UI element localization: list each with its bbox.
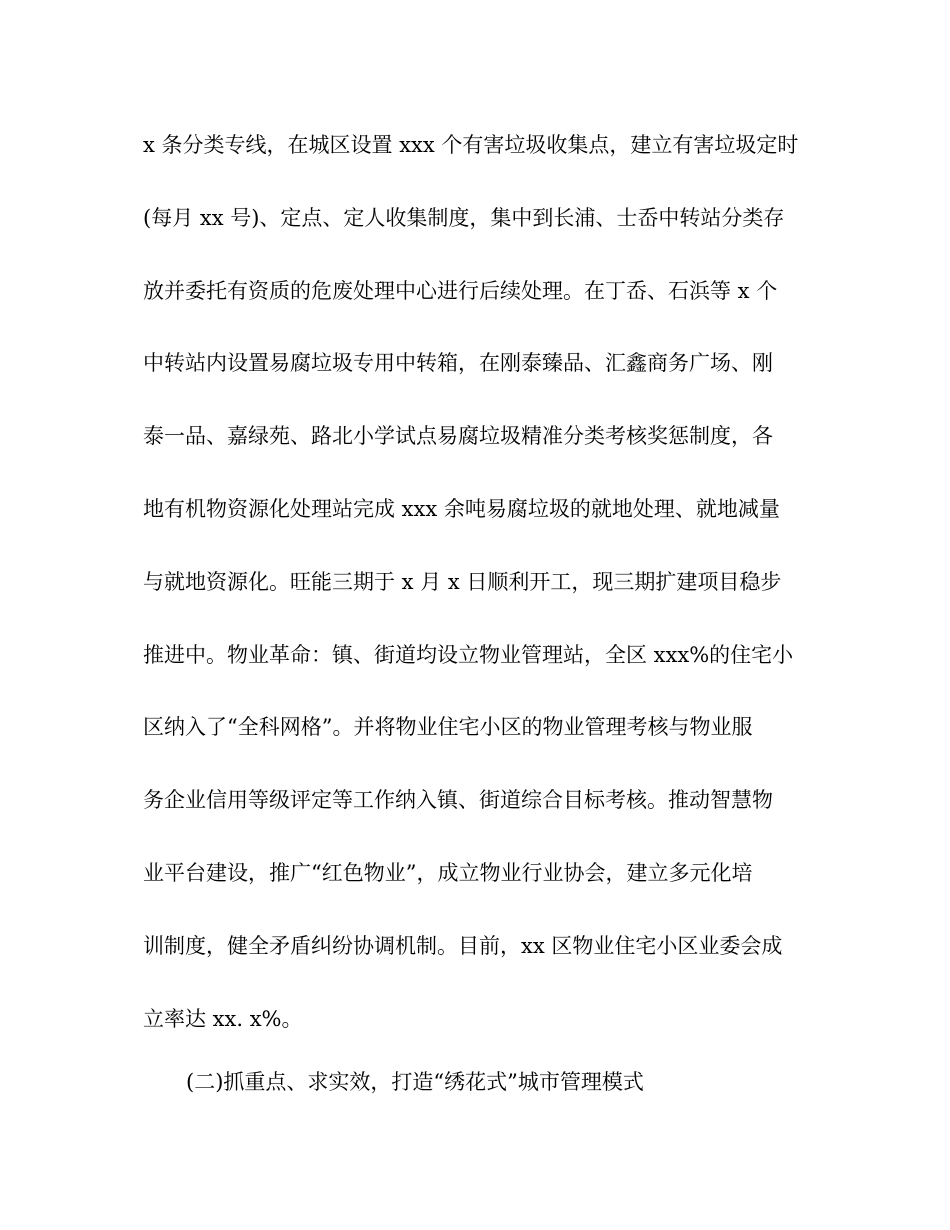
paragraph-line: x 条分类专线，在城区设置 xxx 个有害垃圾收集点，建立有害垃圾定时: [143, 133, 799, 157]
paragraph-line: 放并委托有资质的危废处理中心进行后续处理。在丁岙、石浜等 x 个: [143, 278, 778, 303]
paragraph-line: 与就地资源化。旺能三期于 x 月 x 日顺利开工，现三期扩建项目稳步: [143, 569, 782, 594]
paragraph-line: 推进中。物业革命：镇、街道均设立物业管理站，全区 xxx%的住宅小: [143, 642, 794, 667]
paragraph-line: 地有机物资源化处理站完成 xxx 余吨易腐垃圾的就地处理、就地减量: [143, 496, 780, 521]
paragraph-line: 业平台建设，推广“红色物业”，成立物业行业协会，建立多元化培: [143, 860, 753, 885]
paragraph-line: 务企业信用等级评定等工作纳入镇、街道综合目标考核。推动智慧物: [143, 788, 773, 813]
paragraph-line: 中转站内设置易腐垃圾专用中转箱，在刚泰臻品、汇鑫商务广场、刚: [143, 351, 773, 376]
paragraph-line: 立率达 xx. x%。: [143, 1006, 303, 1031]
paragraph-line: 区纳入了“全科网格”。并将物业住宅小区的物业管理考核与物业服: [143, 715, 753, 740]
section-heading: (二)抓重点、求实效，打造“绣花式”城市管理模式: [186, 1070, 644, 1094]
body-paragraph: [143, 122, 813, 1068]
paragraph-line: 泰一品、嘉绿苑、路北小学试点易腐垃圾精准分类考核奖惩制度，各: [143, 424, 773, 449]
paragraph-line: (每月 xx 号)、定点、定人收集制度，集中到长浦、士岙中转站分类存: [143, 205, 785, 230]
paragraph-line: 训制度，健全矛盾纠纷协调机制。目前，xx 区物业住宅小区业委会成: [143, 933, 783, 958]
